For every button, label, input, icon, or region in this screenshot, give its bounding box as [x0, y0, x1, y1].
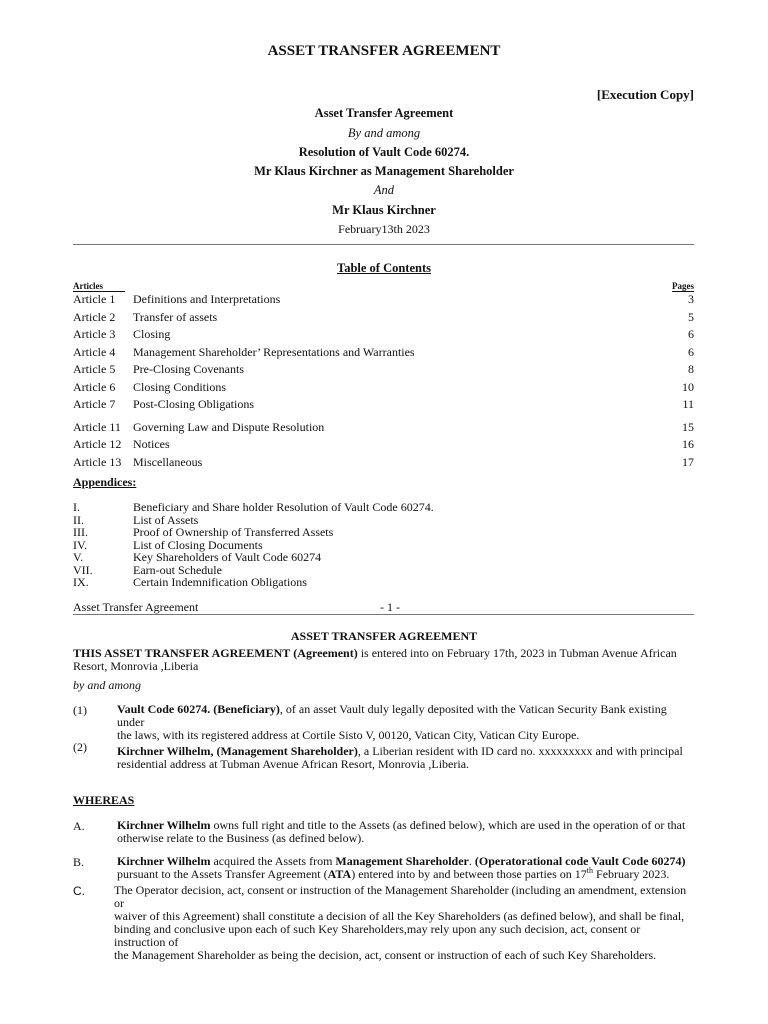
- party-1-rest-1: , of an asset Vault duly legally deposited with the Vatican Security Bank existing under: [117, 702, 667, 729]
- toc-article: Article 3: [73, 327, 116, 341]
- recital-c-text: [114, 884, 694, 962]
- toc-page: 10: [682, 380, 694, 394]
- recital-b-text: [117, 855, 694, 881]
- appendix-item[interactable]: [73, 525, 573, 538]
- toc-title: Management Shareholder’ Representations and Warranties: [133, 345, 415, 359]
- appendix-text: Proof of Ownership of Transferred Assets: [133, 525, 334, 539]
- intro-text-2: Resort, Monrovia ,Liberia: [73, 659, 199, 673]
- appendix-text: Beneficiary and Share holder Resolution of Vault Code 60274.: [133, 500, 434, 514]
- recital-b-line2-a: pursuant to the Assets Transfer Agreement (: [117, 867, 328, 881]
- recital-a-rest-1: owns full right and title to the Assets (as defined below), which are used in the operation of or that: [210, 818, 686, 832]
- recital-b-bold-2: Management Shareholder: [335, 854, 469, 868]
- toc-page: 6: [688, 327, 694, 341]
- party-2-bold: Kirchner Wilhelm, (Management Shareholder): [117, 744, 358, 758]
- recital-c-line-3: binding and conclusive upon each of such Key Shareholders,may rely upon any such decision, act, consent or instruction of: [114, 922, 641, 949]
- recital-a-rest-2: otherwise relate to the Business (as defined below).: [117, 831, 365, 845]
- toc-row[interactable]: [73, 420, 694, 436]
- appendix-item[interactable]: [73, 575, 573, 588]
- recital-a-label: A.: [73, 819, 85, 833]
- appendix-text: Key Shareholders of Vault Code 60274: [133, 550, 322, 564]
- divider-page-break: [73, 614, 694, 615]
- party-1-number: (1): [73, 703, 87, 717]
- appendix-text: Earn-out Schedule: [133, 563, 222, 577]
- whereas-heading: WHEREAS: [73, 793, 135, 807]
- toc-col-articles: Articles: [73, 282, 125, 292]
- toc-page: 16: [682, 437, 694, 451]
- appendix-text: Certain Indemnification Obligations: [133, 575, 307, 589]
- toc-col-pages: Pages: [672, 281, 694, 291]
- recital-a-bold: Kirchner Wilhelm: [117, 818, 211, 832]
- by-and-among: by and among: [73, 678, 141, 692]
- toc-article: Article 6: [73, 380, 116, 394]
- recital-b-line2-b: ) entered into by and between those parties on 17: [351, 867, 587, 881]
- recital-b-mid-1: acquired the Assets from: [210, 854, 336, 868]
- footer-page-number: - 1 -: [380, 600, 400, 614]
- toc-page: 17: [682, 455, 694, 469]
- intro-bold-2: (Agreement): [293, 646, 358, 660]
- toc-row[interactable]: [73, 437, 694, 453]
- toc-page: 15: [682, 420, 694, 434]
- toc-article: Article 12: [73, 437, 122, 451]
- appendix-number: VII.: [73, 563, 93, 577]
- cover-line-6: Mr Klaus Kirchner: [332, 203, 436, 217]
- page2-title: ASSET TRANSFER AGREEMENT: [290, 629, 478, 643]
- recital-a-text: [117, 819, 694, 845]
- appendix-text: List of Assets: [133, 513, 199, 527]
- appendix-number: I.: [73, 500, 80, 514]
- toc-title: Miscellaneous: [133, 455, 203, 469]
- appendix-text: List of Closing Documents: [133, 538, 263, 552]
- intro-bold: THIS ASSET TRANSFER AGREEMENT: [73, 646, 291, 660]
- appendix-number: IV.: [73, 538, 88, 552]
- party-2-number: (2): [73, 740, 87, 754]
- toc-page: 8: [688, 362, 694, 376]
- intro-text-1: is entered into on February 17th, 2023 in Tubman Avenue African: [357, 646, 677, 660]
- toc-heading: Table of Contents: [337, 261, 431, 275]
- toc-article: Article 11: [73, 420, 121, 434]
- toc-article: Article 5: [73, 362, 116, 376]
- party-1-rest-2: the laws, with its registered address at Cortile Sisto V, 00120, Vatican City, Vatican City Europe.: [117, 728, 580, 742]
- appendix-number: V.: [73, 550, 84, 564]
- toc-article: Article 1: [73, 292, 116, 306]
- toc-row[interactable]: [73, 397, 694, 413]
- recital-c-line-4: the Management Shareholder as being the decision, act, consent or instruction of each of such Key Shareholders.: [114, 948, 657, 962]
- toc-row[interactable]: [73, 455, 694, 471]
- cover-line-2: By and among: [347, 126, 421, 140]
- toc-row[interactable]: [73, 327, 694, 343]
- appendix-item[interactable]: [73, 500, 573, 513]
- toc-row[interactable]: [73, 380, 694, 396]
- cover-date: February13th 2023: [338, 222, 430, 236]
- divider-top: [73, 244, 694, 245]
- footer-title: Asset Transfer Agreement: [73, 600, 199, 614]
- toc-row[interactable]: [73, 310, 694, 326]
- toc-page: 6: [688, 345, 694, 359]
- party-2-rest-1: , a Liberian resident with ID card no. xxxxxxxxx and with principal: [357, 744, 683, 758]
- cover-line-4: Mr Klaus Kirchner as Management Shareholder: [254, 164, 514, 178]
- appendix-number: IX.: [73, 575, 89, 589]
- toc-title: Definitions and Interpretations: [133, 292, 281, 306]
- toc-title: Closing Conditions: [133, 380, 227, 394]
- toc-article: Article 4: [73, 345, 116, 359]
- toc-title: Transfer of assets: [133, 310, 218, 324]
- recital-b-superscript: th: [586, 866, 594, 875]
- toc-row[interactable]: [73, 362, 694, 378]
- recital-c-line-2: waiver of this Agreement) shall constitute a decision of all the Key Shareholders (as defined below), and shall be final,: [114, 909, 685, 923]
- toc-title: Pre-Closing Covenants: [133, 362, 244, 376]
- document-title: ASSET TRANSFER AGREEMENT: [267, 43, 501, 59]
- party-2-text: [117, 745, 694, 771]
- recital-b-mid-2: .: [468, 854, 475, 868]
- recital-b-bold-4: ATA: [327, 867, 352, 881]
- appendix-number: II.: [73, 513, 84, 527]
- recital-b-label: B.: [73, 855, 85, 869]
- toc-title: Governing Law and Dispute Resolution: [133, 420, 325, 434]
- party-1-bold: Vault Code 60274. (Beneficiary): [117, 702, 280, 716]
- intro-paragraph: [73, 647, 694, 673]
- appendices-heading: Appendices:: [73, 475, 137, 489]
- recital-b-line2-c: February 2023.: [593, 867, 670, 881]
- toc-article: Article 2: [73, 310, 116, 324]
- cover-line-3: Resolution of Vault Code 60274.: [298, 145, 470, 159]
- appendix-number: III.: [73, 525, 88, 539]
- recital-b-bold-3: (Operatorational code Vault Code 60274): [474, 854, 686, 868]
- toc-title: Notices: [133, 437, 170, 451]
- cover-line-5: And: [373, 183, 395, 197]
- toc-row[interactable]: [73, 292, 694, 308]
- recital-c-label: C.: [73, 884, 85, 898]
- toc-article: Article 13: [73, 455, 122, 469]
- appendix-item[interactable]: [73, 550, 573, 563]
- toc-row[interactable]: [73, 345, 694, 361]
- toc-title: Closing: [133, 327, 171, 341]
- toc-article: Article 7: [73, 397, 116, 411]
- toc-page: 11: [682, 397, 694, 411]
- execution-copy-label: [Execution Copy]: [596, 87, 694, 102]
- toc-page: 5: [688, 310, 694, 324]
- party-2-rest-2: residential address at Tubman Avenue African Resort, Monrovia ,Liberia.: [117, 757, 470, 771]
- cover-line-1: Asset Transfer Agreement: [314, 106, 454, 120]
- recital-b-bold-1: Kirchner Wilhelm: [117, 854, 211, 868]
- toc-page: 3: [688, 292, 694, 306]
- recital-c-line-1: The Operator decision, act, consent or instruction of the Management Shareholder (including an amendment, extension or: [114, 883, 687, 910]
- toc-title: Post-Closing Obligations: [133, 397, 255, 411]
- party-1-text: [117, 703, 694, 742]
